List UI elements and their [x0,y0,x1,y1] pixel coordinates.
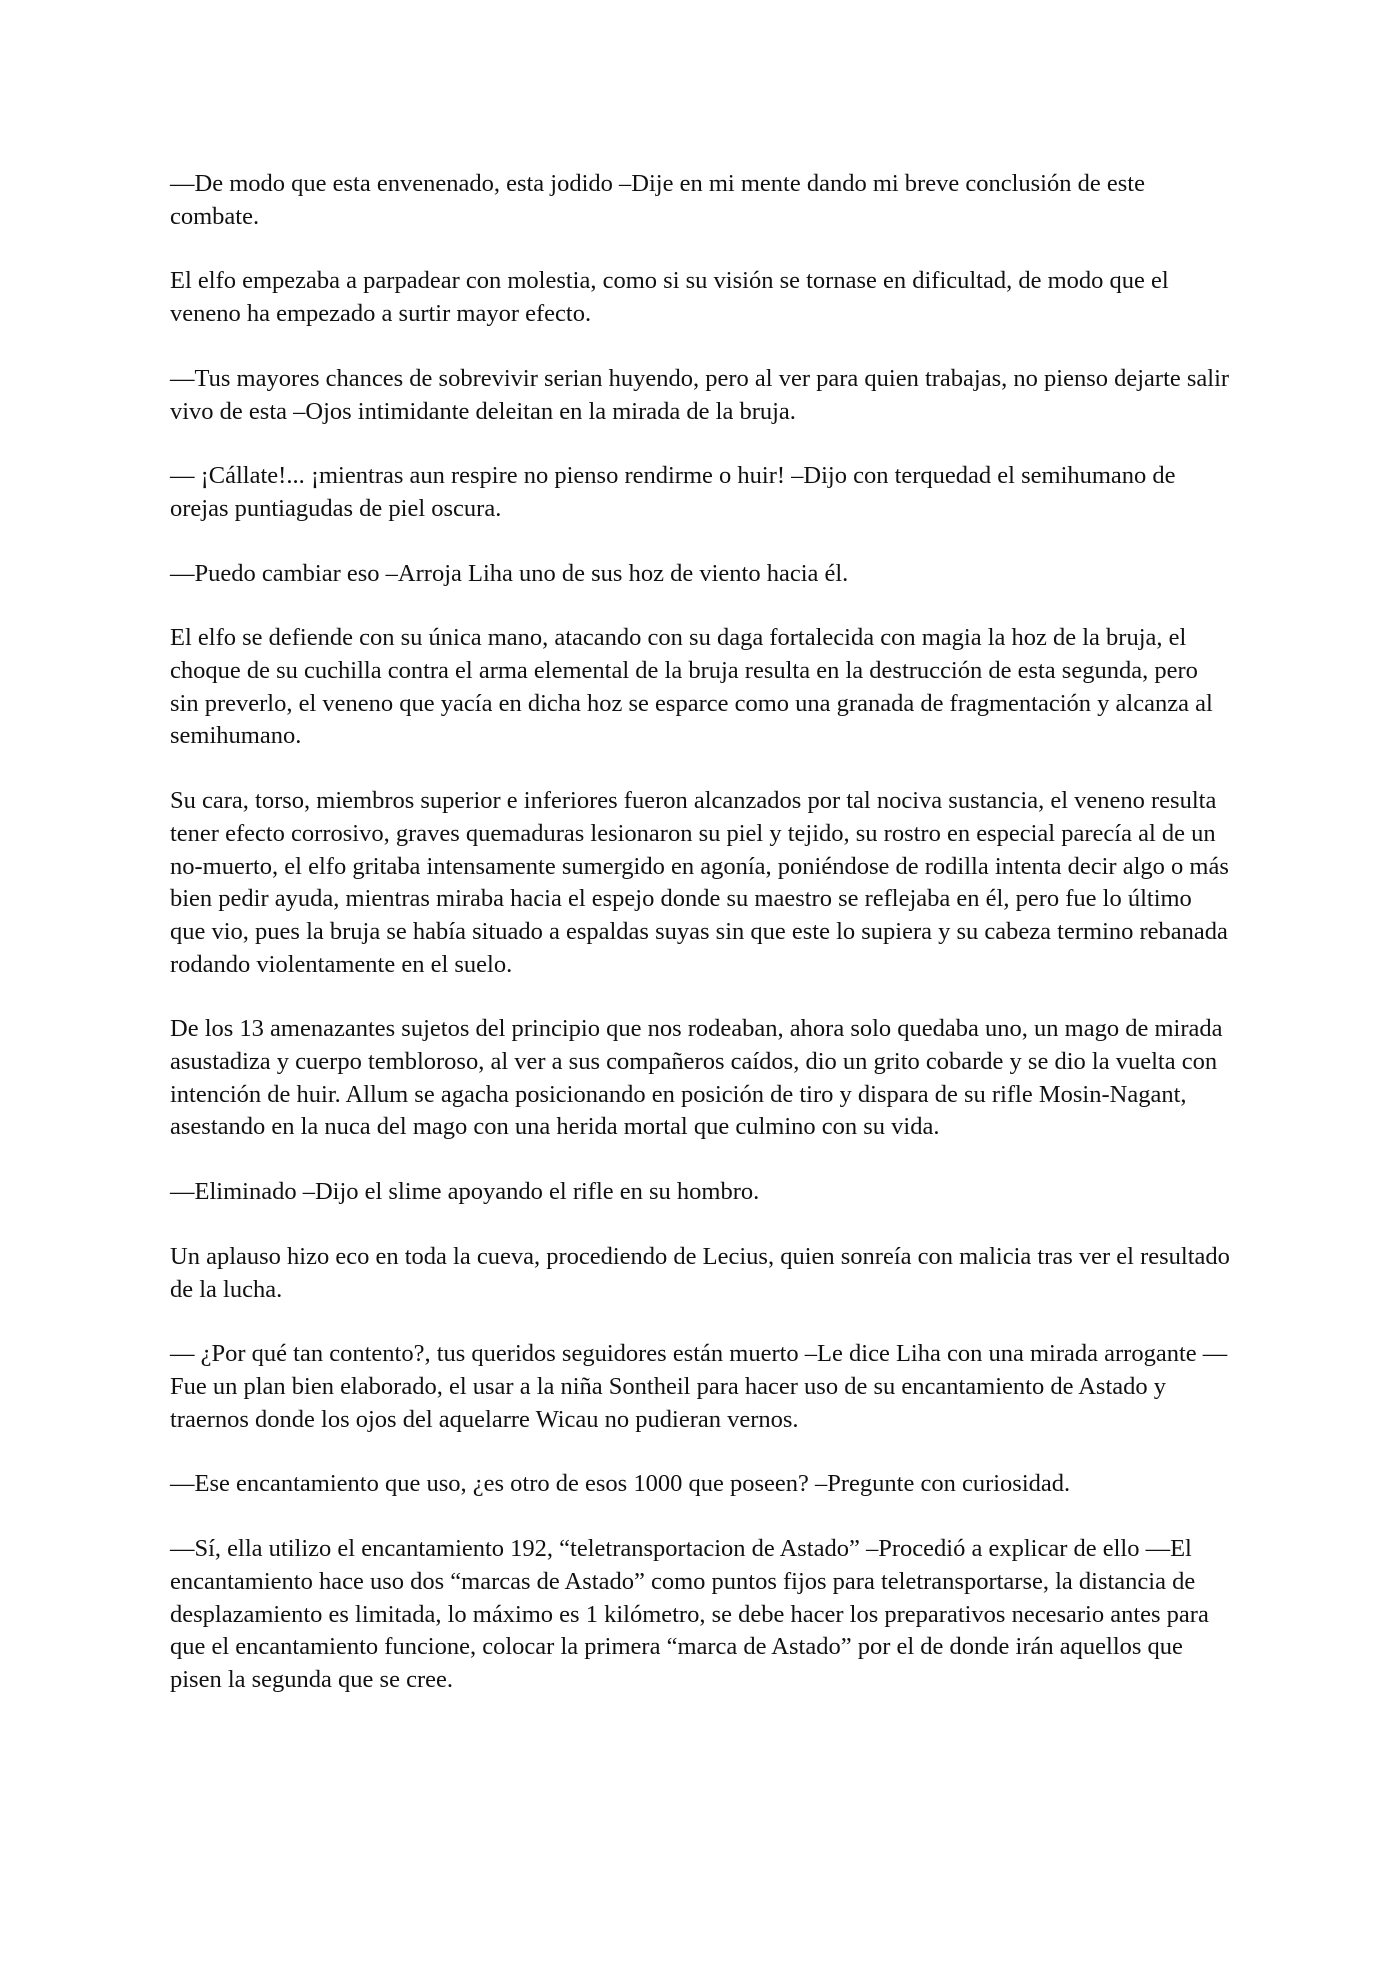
paragraph-12: —Ese encantamiento que uso, ¿es otro de esos 1000 que poseen? –Pregunte con curiosidad. [170,1470,1071,1498]
paragraph-8: De los 13 amenazantes sujetos del principio que nos rodeaban, ahora solo quedaba uno, un mago de mirada asustadiza y cuerpo tembloroso, al ver a sus compañeros caídos, dio un grito cobarde y se dio la vuelta con intención de huir. Allum se agacha posicionando en posición de tiro y dispara de su rifle Mosin-Nagant, asestando en la nuca del mago con una herida mortal que culmino con su vida. [170,1015,1223,1141]
document-page [170,168,1230,1729]
paragraph-2: El elfo empezaba a parpadear con molestia, como si su visión se tornase en dificultad, de modo que el veneno ha empezado a surtir mayor efecto. [170,267,1169,328]
paragraph-10: Un aplauso hizo eco en toda la cueva, procediendo de Lecius, quien sonreía con malicia tras ver el resultado de la lucha. [170,1242,1230,1303]
paragraph-1: —De modo que esta envenenado, esta jodido –Dije en mi mente dando mi breve conclusión de este combate. [170,170,1145,230]
paragraph-13: —Sí, ella utilizo el encantamiento 192, “teletransportacion de Astado” –Procedió a explicar de ello —El encantamiento hace uso dos “marcas de Astado” como puntos fijos para teletransportarse, la distancia de desplazamiento es limitada, lo máximo es 1 kilómetro, se debe hacer los preparativos necesario antes para que el encantamiento funcione, colocar la primera “marca de Astado” por el de donde irán aquellos que pisen la segunda que se cree. [170,1535,1209,1693]
paragraph-7: Su cara, torso, miembros superior e inferiores fueron alcanzados por tal nociva sustancia, el veneno resulta tener efecto corrosivo, graves quemaduras lesionaron su piel y tejido, su rostro en especial parecía al de un no-muerto, el elfo gritaba intensamente sumergido en agonía, poniéndose de rodilla intenta decir algo o más bien pedir ayuda, mientras miraba hacia el espejo donde su maestro se reflejaba en él, pero fue lo último que vio, pues la bruja se había situado a espaldas suyas sin que este lo supiera y su cabeza termino rebanada rodando violentamente en el suelo. [170,787,1229,978]
paragraph-6: El elfo se defiende con su única mano, atacando con su daga fortalecida con magia la hoz de la bruja, el choque de su cuchilla contra el arma elemental de la bruja resulta en la destrucción de esta segunda, pero sin preverlo, el veneno que yacía en dicha hoz se esparce como una granada de fragmentación y alcanza al semihumano. [170,624,1213,750]
paragraph-11: — ¿Por qué tan contento?, tus queridos seguidores están muerto –Le dice Liha con una mirada arrogante —Fue un plan bien elaborado, el usar a la niña Sontheil para hacer uso de su encantamiento de Astado y traernos donde los ojos del aquelarre Wicau no pudieran vernos. [170,1340,1228,1433]
paragraph-4: — ¡Cállate!... ¡mientras aun respire no pienso rendirme o huir! –Dijo con terquedad el semihumano de orejas puntiagudas de piel oscura. [170,462,1176,522]
paragraph-5: —Puedo cambiar eso –Arroja Liha uno de sus hoz de viento hacia él. [170,559,849,587]
paragraph-9: —Eliminado –Dijo el slime apoyando el rifle en su hombro. [170,1178,760,1206]
paragraph-3: —Tus mayores chances de sobrevivir serian huyendo, pero al ver para quien trabajas, no pienso dejarte salir vivo de esta –Ojos intimidante deleitan en la mirada de la bruja. [170,364,1230,425]
